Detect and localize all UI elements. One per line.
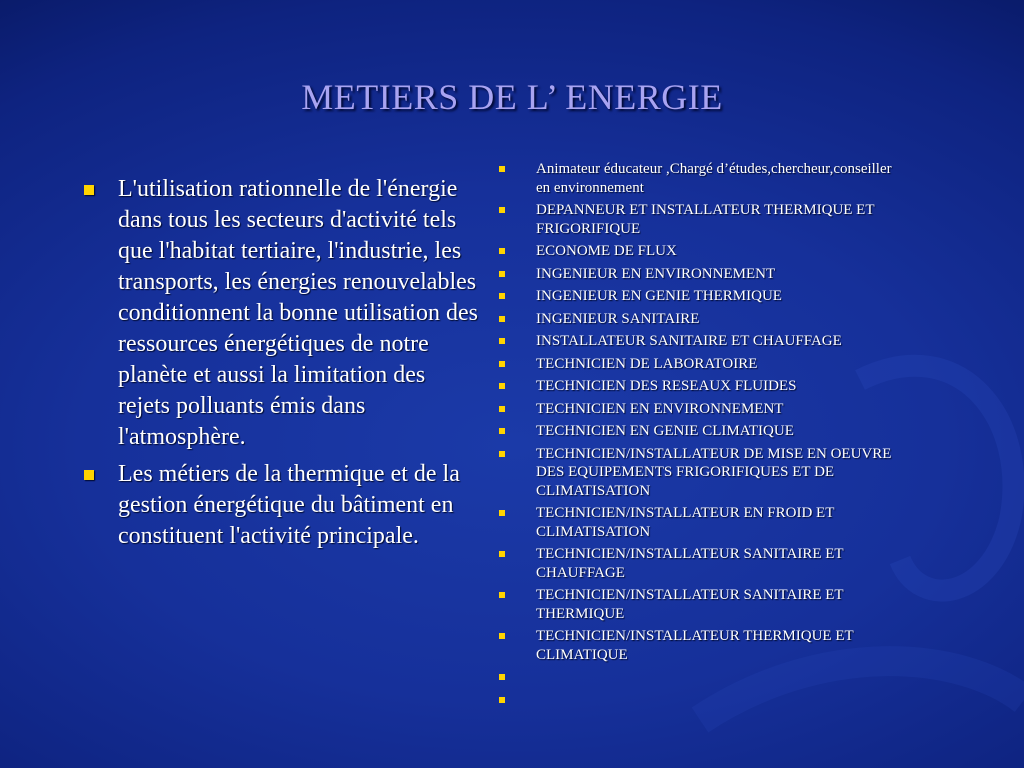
- left-bullet-item: [82, 174, 482, 453]
- square-bullet-icon: [499, 383, 505, 389]
- square-bullet-icon: [499, 510, 505, 516]
- right-bullet-item: [496, 445, 906, 501]
- right-bullet-item: [496, 504, 906, 541]
- square-bullet-icon: [499, 316, 505, 322]
- right-bullet-item: [496, 627, 906, 664]
- square-bullet-icon: [499, 248, 505, 254]
- right-bullet-text: TECHNICIEN EN ENVIRONNEMENT: [536, 400, 784, 417]
- right-bullet-item: [496, 160, 906, 197]
- right-bullet-text: Animateur éducateur ,Chargé d’études,chercheur,conseiller en environnement: [536, 161, 892, 196]
- right-bullet-item: [496, 545, 906, 582]
- square-bullet-icon: [84, 185, 94, 195]
- right-bullet-text: DEPANNEUR ET INSTALLATEUR THERMIQUE ET FRIGORIFIQUE: [536, 202, 875, 237]
- right-bullet-item: [496, 201, 906, 238]
- right-bullet-text: TECHNICIEN/INSTALLATEUR THERMIQUE ET CLIMATIQUE: [536, 628, 854, 663]
- square-bullet-icon: [499, 451, 505, 457]
- right-bullet-item: [496, 332, 906, 351]
- square-bullet-icon: [499, 674, 505, 680]
- right-bullet-item: [496, 691, 906, 710]
- right-bullet-item: [496, 422, 906, 441]
- slide-title: METIERS DE L’ ENERGIE: [301, 77, 723, 117]
- right-bullet-item: [496, 377, 906, 396]
- right-bullet-text: TECHNICIEN/INSTALLATEUR SANITAIRE ET CHAUFFAGE: [536, 546, 844, 581]
- left-bullet-text: L'utilisation rationnelle de l'énergie dans tous les secteurs d'activité tels que l'habitat tertiaire, l'industrie, les transports, les énergies renouvelables conditionnent la bonne utilisation des ressources énergétiques de notre planète et aussi la limitation des rejets polluants émis dans l'atmosphère.: [118, 176, 478, 450]
- square-bullet-icon: [499, 428, 505, 434]
- right-bullet-text: INGENIEUR EN GENIE THERMIQUE: [536, 288, 782, 304]
- right-bullet-text: TECHNICIEN DES RESEAUX FLUIDES: [536, 378, 797, 394]
- right-bullet-item: [496, 586, 906, 623]
- square-bullet-icon: [499, 207, 505, 213]
- square-bullet-icon: [499, 166, 505, 172]
- right-bullet-text: TECHNICIEN/INSTALLATEUR EN FROID ET CLIMATISATION: [536, 505, 835, 540]
- right-bullet-item: [496, 400, 906, 419]
- right-bullet-text: TECHNICIEN EN GENIE CLIMATIQUE: [536, 423, 794, 439]
- right-bullet-item: [496, 287, 906, 306]
- right-bullet-item: [496, 265, 906, 284]
- right-bullet-text: ECONOME DE FLUX: [536, 243, 677, 259]
- right-bullet-text: TECHNICIEN/INSTALLATEUR DE MISE EN OEUVRE DES EQUIPEMENTS FRIGORIFIQUES ET DE CLIMATISATION: [536, 445, 892, 499]
- square-bullet-icon: [499, 338, 505, 344]
- right-bullet-text: INGENIEUR SANITAIRE: [536, 310, 700, 327]
- square-bullet-icon: [499, 293, 505, 299]
- right-bullet-item: [496, 355, 906, 374]
- square-bullet-icon: [499, 592, 505, 598]
- right-bullet-item: [496, 310, 906, 329]
- left-bullet-item: [82, 459, 482, 552]
- square-bullet-icon: [499, 406, 505, 412]
- right-bullet-text: INGENIEUR EN ENVIRONNEMENT: [536, 265, 776, 282]
- square-bullet-icon: [499, 633, 505, 639]
- right-bullet-text: TECHNICIEN DE LABORATOIRE: [536, 355, 758, 372]
- square-bullet-icon: [84, 470, 94, 480]
- right-bullet-list: [496, 160, 906, 713]
- square-bullet-icon: [499, 697, 505, 703]
- left-bullet-text: Les métiers de la thermique et de la gestion énergétique du bâtiment en constituent l'activité principale.: [118, 461, 460, 549]
- right-bullet-text: INSTALLATEUR SANITAIRE ET CHAUFFAGE: [536, 333, 842, 349]
- square-bullet-icon: [499, 551, 505, 557]
- square-bullet-icon: [499, 271, 505, 277]
- right-bullet-item: [496, 668, 906, 687]
- left-bullet-list: [82, 174, 482, 558]
- right-bullet-item: [496, 242, 906, 261]
- right-bullet-text: TECHNICIEN/INSTALLATEUR SANITAIRE ET THERMIQUE: [536, 587, 844, 622]
- square-bullet-icon: [499, 361, 505, 367]
